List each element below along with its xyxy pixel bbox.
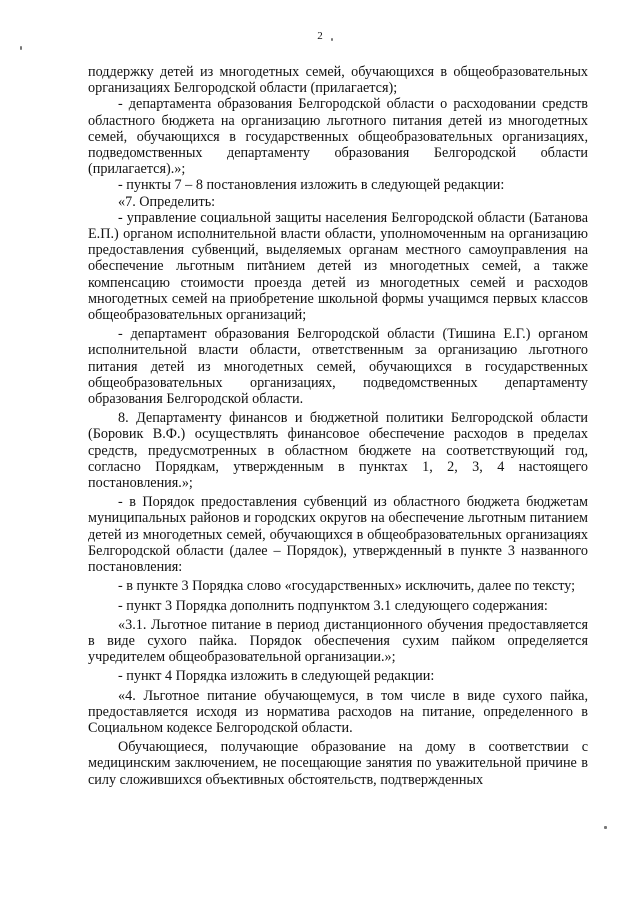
paragraph: «7. Определить: [118,193,216,210]
paragraph: Обучающиеся, получающие образование на дому в соответствии с медицинским заключением, не посещающие занятия по уважительной причине в силу сложившихся объективных обстоятельств, подтвержденных [88,739,588,788]
paragraph: - пункт 3 Порядка дополнить подпунктом 3.1 следующего содержания: [118,597,548,614]
paragraph: - департамента образования Белгородской области о расходовании средств областного бюджета на организацию льготного питания детей из многодетных семей, обучающихся в государственных общеобразовательных организациях, подведомственных департаменту образования Белгородской области (прилагается).»; [88,96,588,178]
paragraph: - в пункте 3 Порядка слово «государственных» исключить, далее по тексту; [118,578,576,595]
document-body [88,64,588,788]
scan-speck [20,46,22,50]
scan-speck [604,826,607,829]
paragraph: - пункты 7 – 8 постановления изложить в следующей редакции: [118,177,505,194]
paragraph: - департамент образования Белгородской области (Тишина Е.Г.) органом исполнительной власти области, ответственным за организацию льготного питания детей из многодетных семей, обучающихся в государственных общеобразовательных организациях, подведомственных департаменту образования Белгородской области. [88,326,588,408]
paragraph: - пункт 4 Порядка изложить в следующей редакции: [118,668,435,685]
paragraph: «4. Льготное питание обучающемуся, в том числе в виде сухого пайка, предоставляется исходя из норматива расходов на питание, определенного в Социальном кодексе Белгородской области. [88,687,588,736]
paragraph: - в Порядок предоставления субвенций из областного бюджета бюджетам муниципальных районов и городских округов на обеспечение льготным питанием детей из многодетных семей, обучающихся в общеобразовательных организациях Белгородской области (далее – Порядок), утвержденный в пункте 3 названного постановления: [88,494,588,576]
paragraph: 8. Департаменту финансов и бюджетной политики Белгородской области (Боровик В.Ф.) осуществлять финансовое обеспечение расходов в пределах средств, предусмотренных в областном бюджете на соответствующий год, согласно Порядкам, утвержденным в пунктах 1, 2, 3, 4 настоящего постановления.»; [88,410,588,492]
scan-speck [331,38,333,41]
page-number: 2 [317,30,323,42]
paragraph: - управление социальной защиты населения Белгородской области (Батанова Е.П.) органом исполнительной власти области, уполномоченным на организацию предоставления субвенций, выделяемых органам местного самоуправления на обеспечение льготным питанием детей из многодетных семей, а также компенсацию стоимости проезда детей из многодетных семей и расходов многодетных семей на приобретение школьной формы учащимся первых классов общеобразовательных организаций; [88,209,588,324]
paragraph: поддержку детей из многодетных семей, обучающихся в общеобразовательных организациях Белгородской области (прилагается); [88,64,588,97]
paragraph: «3.1. Льготное питание в период дистанционного обучения предоставляется в виде сухого пайка. Порядок обеспечения сухим пайком определяется учредителем общеобразовательной организации.»; [88,616,588,666]
